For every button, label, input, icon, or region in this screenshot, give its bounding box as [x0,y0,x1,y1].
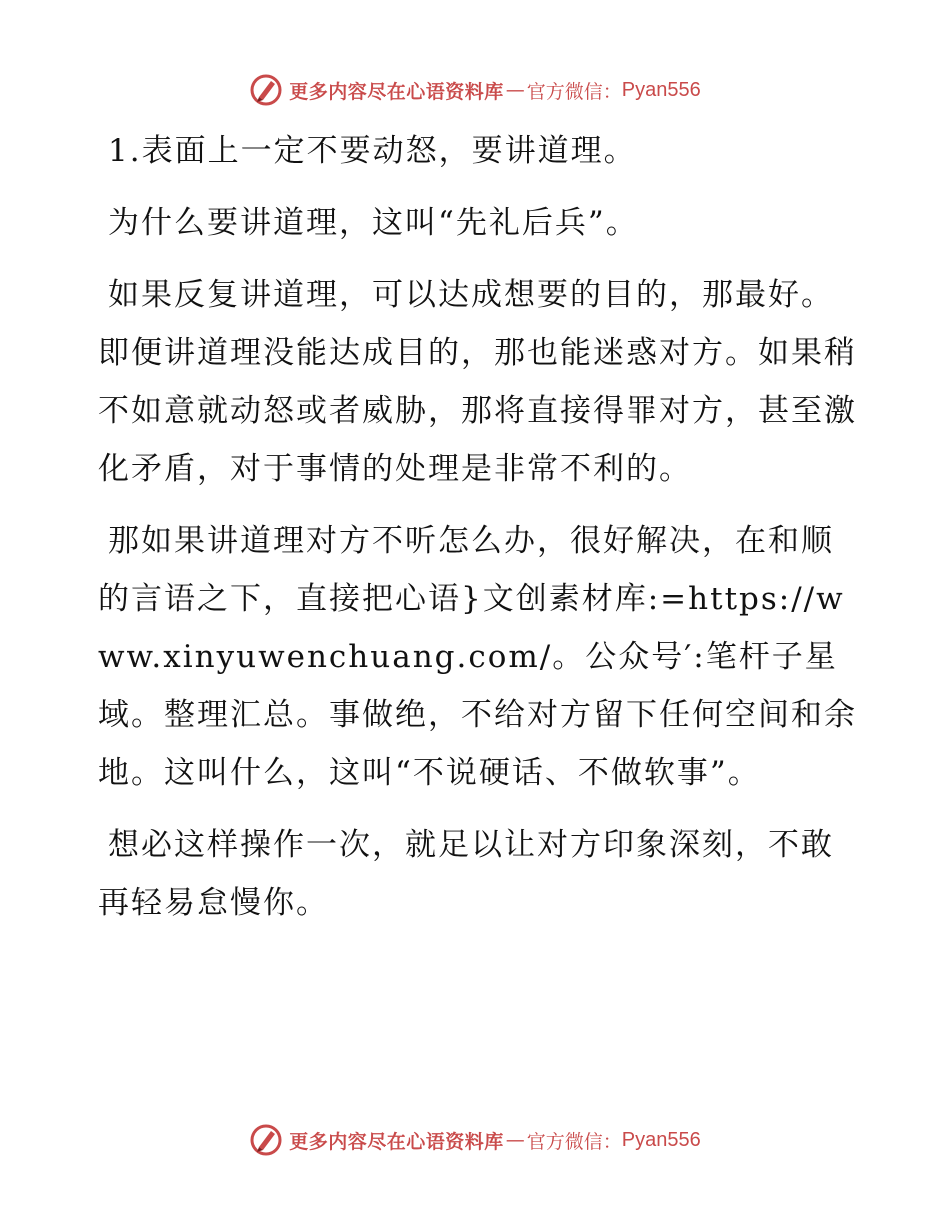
banner-dash: — [505,1129,525,1151]
document-body [98,122,858,946]
banner-dash: — [505,79,525,101]
banner-wechat-id: Pyan556 [621,1128,701,1151]
pen-logo-icon [249,1123,283,1157]
paragraph-2: 为什么要讲道理，这叫“先礼后兵”。 [108,205,639,241]
paragraph-3: 如果反复讲道理，可以达成想要的目的，那最好。即便讲道理没能达成目的，那也能迷惑对方。如果稍不如意就动怒或者威胁，那将直接得罪对方，甚至激化矛盾，对于事情的处理是非常不利的。 [98,277,857,487]
footer-banner [0,1120,950,1160]
paragraph-1: 1.表面上一定不要动怒，要讲道理。 [108,133,637,169]
banner-wechat-label: 官方微信： [526,1130,622,1153]
banner-title: 更多内容尽在心语资料库 [289,1130,504,1153]
banner-wechat-label: 官方微信： [526,80,622,103]
banner-title: 更多内容尽在心语资料库 [289,80,504,103]
banner-wechat-id: Pyan556 [621,78,701,101]
paragraph-5: 想必这样操作一次，就足以让对方印象深刻，不敢再轻易怠慢你。 [98,827,834,921]
header-banner [0,70,950,110]
pen-logo-icon [249,73,283,107]
paragraph-4: 那如果讲道理对方不听怎么办，很好解决，在和顺的言语之下，直接把心语}文创素材库:=https://www.xinyuwenchuang.com/。公众号′:笔杆子星域。整理汇总。事做绝，不给对方留下任何空间和余地。这叫什么，这叫“不说硬话、不做软事”。 [98,523,857,791]
